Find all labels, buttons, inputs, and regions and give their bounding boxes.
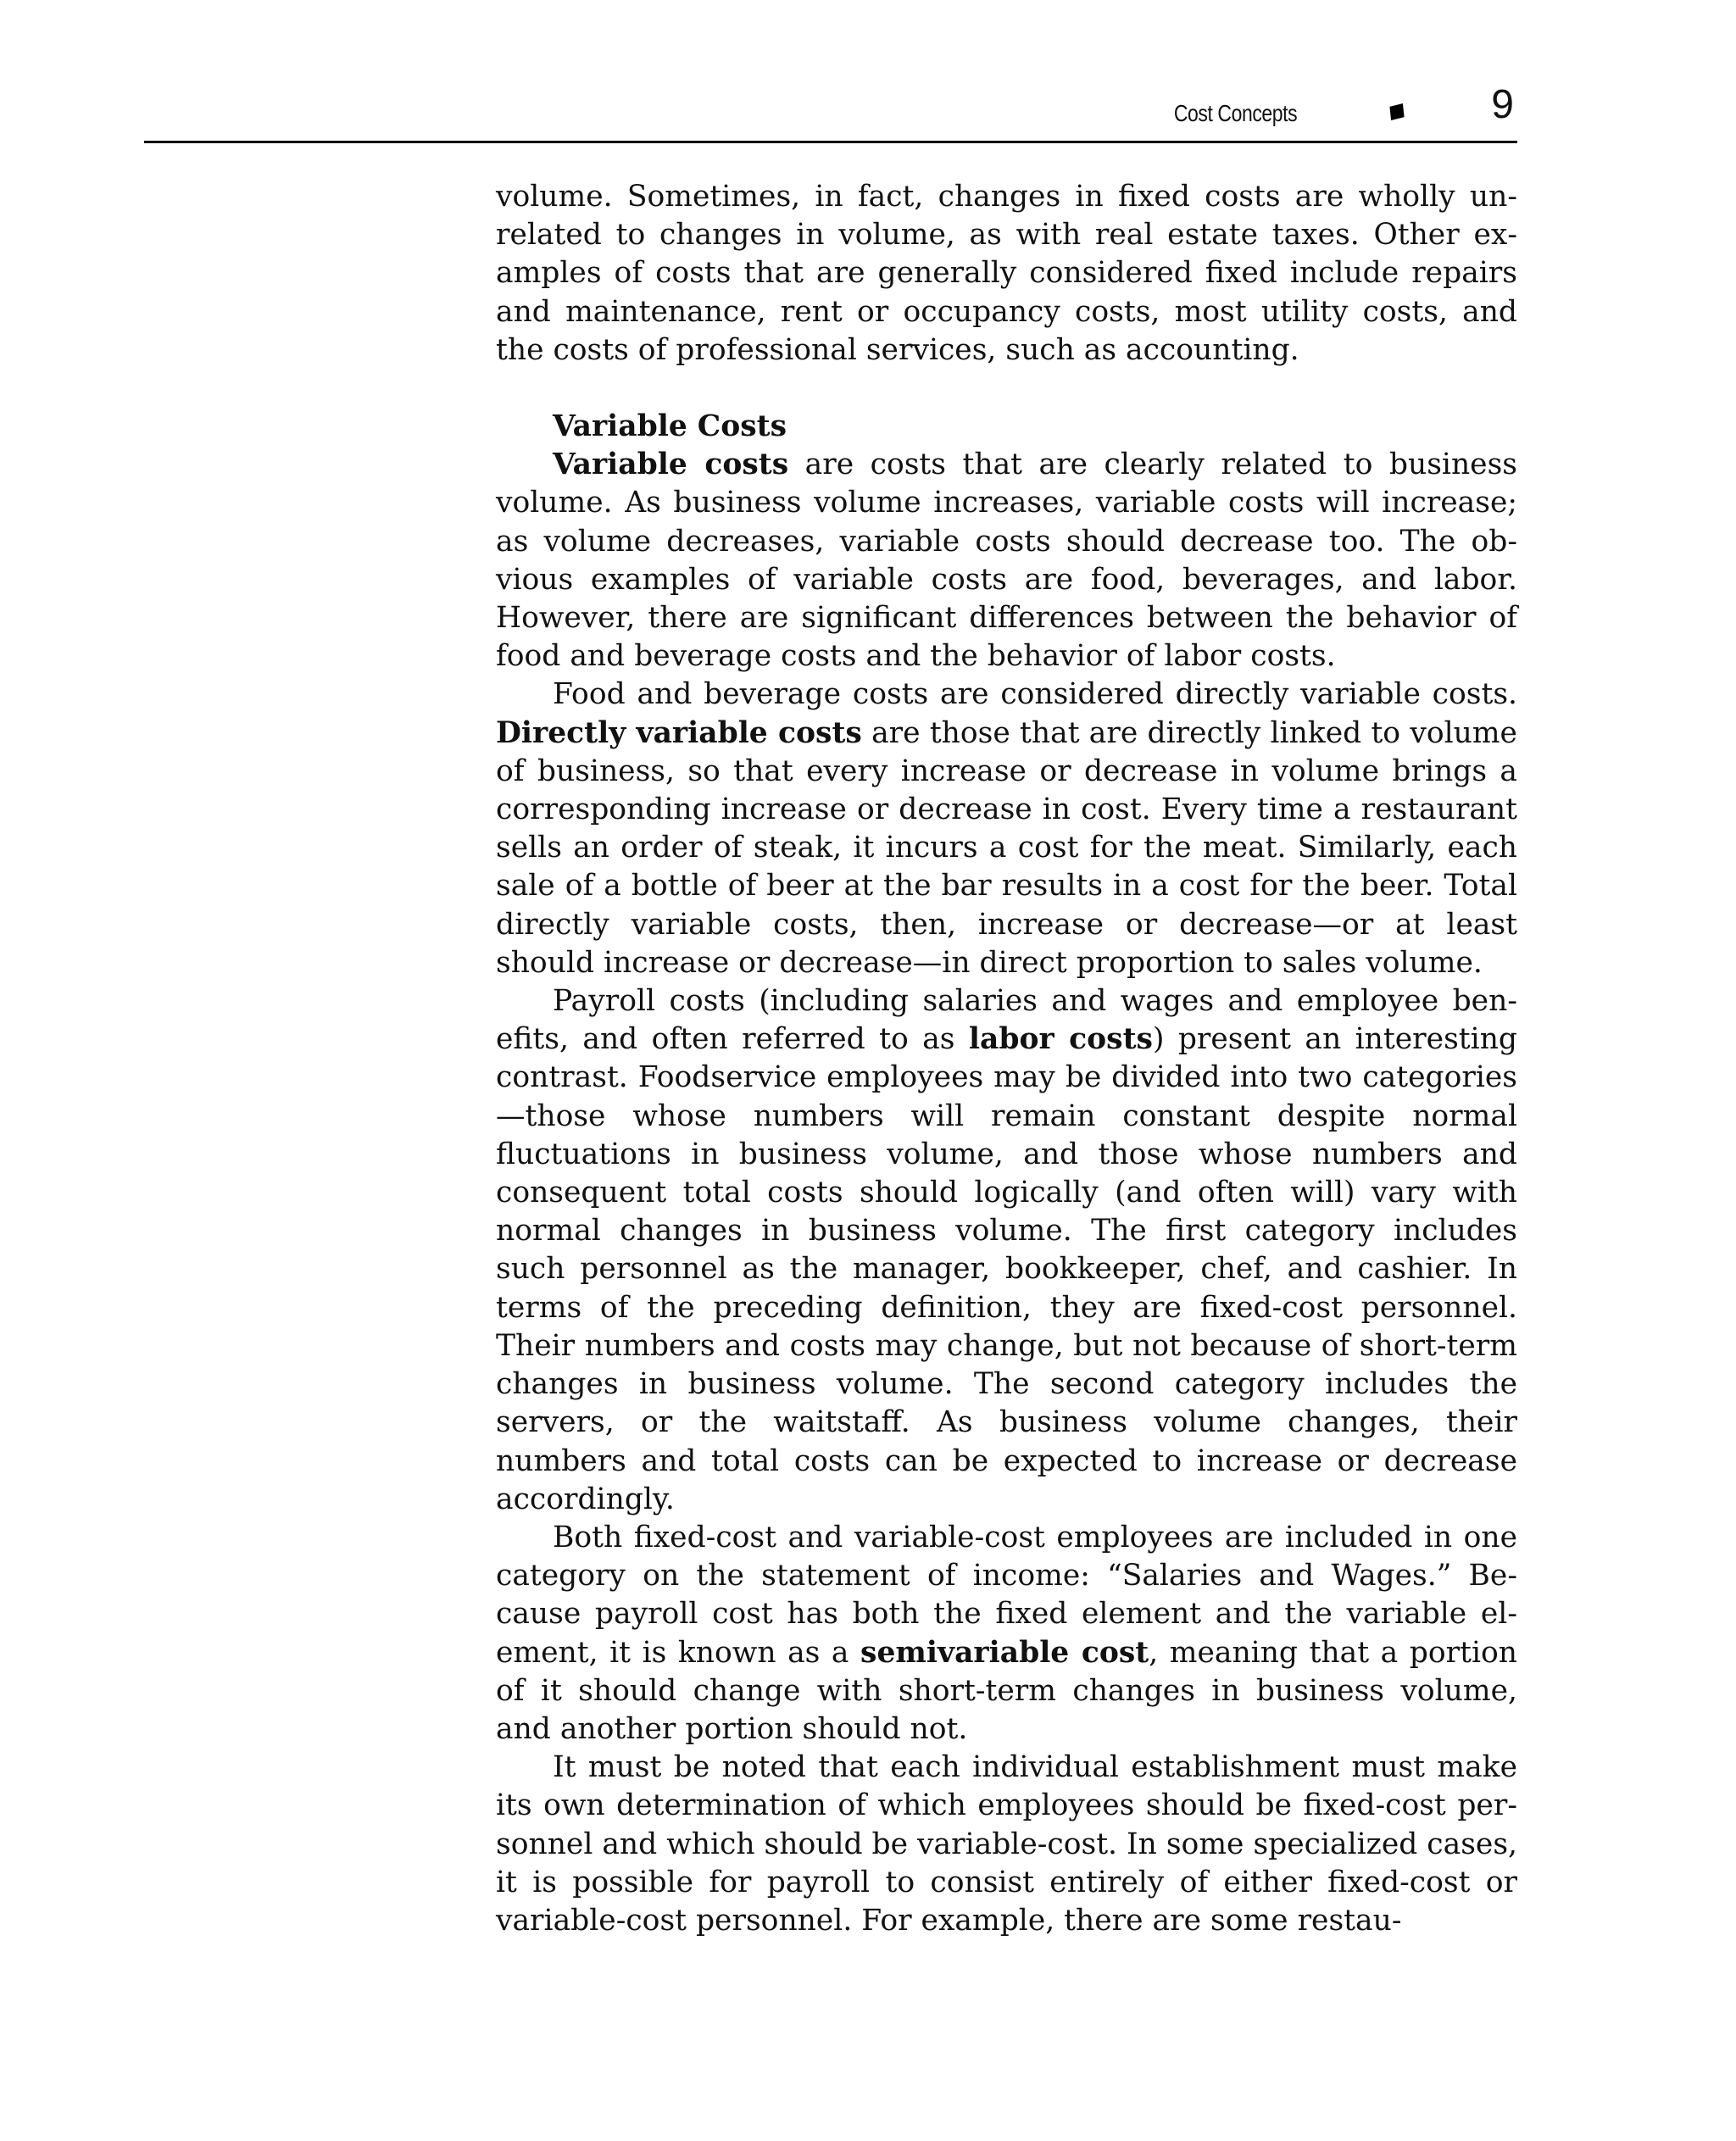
term-labor-costs: labor costs xyxy=(968,1022,1153,1057)
paragraph-establishment-determination xyxy=(496,1749,1517,1940)
running-head xyxy=(144,81,1517,143)
paragraph-text: volume. Sometimes, in fact, changes in fixed costs are wholly unrelated to changes in volume, as with real estate taxes. Other examples of costs that are generally considered fixed include repairs and maintenance, rent or occupancy costs, most utility costs, and the costs of professional services, such as accounting. xyxy=(496,180,1517,367)
paragraph-text: Both fixed-cost and variable-cost employees are included in one category on the statement of income: “Salaries and Wages.” Because payroll cost has both the fixed element and the variable element, it is known as a xyxy=(496,1520,1517,1670)
term-directly-variable-costs: Directly variable costs xyxy=(496,715,862,750)
paragraph-text: are costs that are clearly related to business volume. As business volume increases, variable costs will increase; as volume decreases, variable costs should decrease too. The obvious examples of variable costs are food, beverages, and labor. However, there are significant differences between the behavior of food and beverage costs and the behavior of labor costs. xyxy=(496,448,1517,674)
paragraph-text: Food and beverage costs are considered directly variable costs. xyxy=(553,677,1517,712)
paragraph-variable-costs xyxy=(496,446,1517,676)
paragraph-fixed-costs-continued xyxy=(496,178,1517,370)
term-variable-costs: Variable costs xyxy=(553,448,789,482)
paragraph-text: Payroll costs (including salaries and wages and employee benefits, and often referred to as xyxy=(496,984,1517,1057)
paragraph-directly-variable-costs xyxy=(496,676,1517,982)
paragraph-payroll-costs xyxy=(496,982,1517,1519)
paragraph-text: are those that are directly linked to volume of business, so that every increase or decrease in volume brings a corresponding increase or decrease in cost. Every time a restaurant sells an order of steak, it incurs a cost for the meat. Similarly, each sale of a bottle of beer at the bar results in a cost for the beer. Total directly variable costs, then, increase or decrease—or at least should increase or decrease—in direct proportion to sales volume. xyxy=(496,715,1517,980)
running-head-section-title: Cost Concepts xyxy=(1173,100,1297,126)
square-bullet-icon xyxy=(1389,103,1404,120)
paragraph-semivariable-cost xyxy=(496,1519,1517,1749)
section-heading-variable-costs: Variable Costs xyxy=(553,409,787,444)
term-semivariable-cost: semivariable cost xyxy=(860,1635,1149,1670)
paragraph-text: It must be noted that each individual establishment must make its own determination of which employees should be fixed-cost personnel and which should be variable-cost. In some specialized cases, it is possible for payroll to consist entirely of either fixed-cost or variable-cost personnel. For example, there are some restau- xyxy=(496,1750,1517,1938)
body-text xyxy=(496,178,1517,1940)
paragraph-text: , meaning that a portion of it should change with short-term changes in business volume, and another portion should not. xyxy=(496,1635,1517,1746)
paragraph-text: ) present an interesting contrast. Foodservice employees may be divided into two categories—those whose numbers will remain constant despite normal fluctuations in business volume, and those whose numbers and consequent total costs should logically (and often will) vary with normal changes in business volume. The first category includes such personnel as the manager, bookkeeper, chef, and cashier. In terms of the preceding definition, they are fixed-cost personnel. Their numbers and costs may change, but not because of short-term changes in business volume. The second category includes the servers, or the waitstaff. As business volume changes, their numbers and total costs can be expected to increase or decrease accordingly. xyxy=(496,1022,1517,1516)
page-number: 9 xyxy=(1491,82,1514,127)
